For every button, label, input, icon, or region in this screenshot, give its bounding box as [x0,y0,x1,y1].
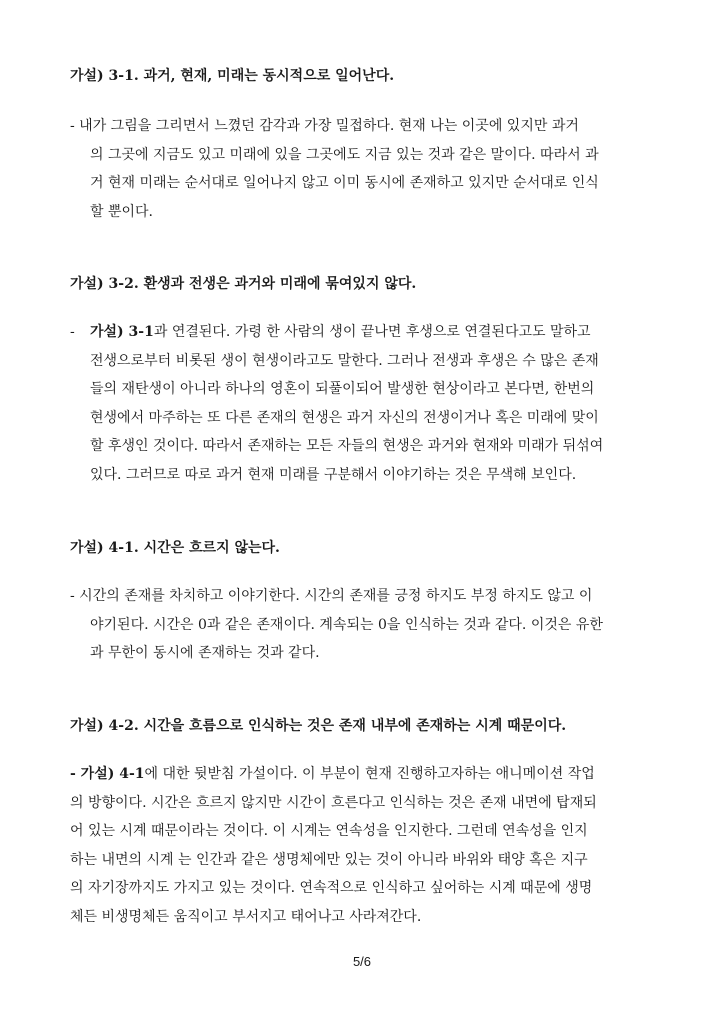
body-line-first [70,318,670,347]
body-line: 과 무한이 동시에 존재하는 것과 같다. [90,645,320,662]
page-number: 5/6 [352,954,372,969]
body-line: 전생으로부터 비롯된 생이 현생이라고도 말한다. 그러나 전생과 후생은 수 많은 존재 [90,352,599,369]
body-line: 할 후생인 것이다. 따라서 존재하는 모든 자들의 현생은 과거와 현재와 미래가 뒤섞여 [90,438,604,455]
bold-reference: 가설) 3-1 [90,324,154,340]
section-hypothesis-4-2 [70,716,670,932]
body-line: 야기된다. 시간은 0과 같은 존재이다. 계속되는 0을 인식하는 것과 같다. 이것은 유한 [90,616,603,633]
body-line: - 시간의 존재를 차치하고 이야기한다. 시간의 존재를 긍정 하지도 부정 하지도 않고 이 [70,588,593,604]
section-body [70,760,670,932]
body-line: 할 뿐이다. [90,203,153,220]
body-line: 거 현재 미래는 순서대로 일어나지 않고 이미 동시에 존재하고 있지만 순서대로 인식 [90,175,599,192]
bold-reference: - 가설) 4-1 [70,766,145,782]
section-hypothesis-3-2 [70,274,670,490]
body-line: 의 방향이다. 시간은 흐르지 않지만 시간이 흐른다고 인식하는 것은 존재 내면에 탑재되 [70,794,597,811]
body-line: - 내가 그림을 그리면서 느꼈던 감각과 가장 밀접하다. 현재 나는 이곳에 있지만 과거 [70,118,579,134]
dash-marker: - [70,324,75,340]
section-heading: 가설) 3-2. 환생과 전생은 과거와 미래에 묶여있지 않다. [70,276,417,292]
body-text: 에 대한 뒷받침 가설이다. 이 부분이 현재 진행하고자하는 애니메이션 작업 [144,766,595,782]
body-line: 의 자기장까지도 가지고 있는 것이다. 연속적으로 인식하고 싶어하는 시계 때문에 생명 [70,880,593,897]
body-line: 의 그곳에 지금도 있고 미래에 있을 그곳에도 지금 있는 것과 같은 말이다. 따라서 과 [90,146,599,163]
section-heading: 가설) 4-1. 시간은 흐르지 않는다. [70,540,280,556]
body-line: 들의 재탄생이 아니라 하나의 영혼이 되풀이되어 발생한 현상이라고 본다면, 한번의 [90,381,595,398]
section-hypothesis-3-1 [70,66,670,226]
section-hypothesis-4-1 [70,538,670,668]
section-heading: 가설) 4-2. 시간을 흐름으로 인식하는 것은 존재 내부에 존재하는 시계 때문이다. [70,718,567,734]
body-line: 체든 비생명체든 움직이고 부서지고 태어나고 사라져간다. [70,908,422,925]
section-heading: 가설) 3-1. 과거, 현재, 미래는 동시적으로 일어난다. [70,68,395,84]
section-body [70,582,670,668]
section-body [70,112,670,226]
body-line-first [70,760,670,789]
body-line: 있다. 그러므로 따로 과거 현재 미래를 구분해서 이야기하는 것은 무색해 보인다. [90,466,577,483]
body-line: 하는 내면의 시계 는 인간과 같은 생명체에만 있는 것이 아니라 바위와 태양 혹은 지구 [70,851,588,868]
body-line: 어 있는 시계 때문이라는 것이다. 이 시계는 연속성을 인지한다. 그런데 연속성을 인지 [70,823,588,840]
body-text: 과 연결된다. 가령 한 사람의 생이 끝나면 후생으로 연결된다고도 말하고 [153,324,591,340]
body-line: 현생에서 마주하는 또 다른 존재의 현생은 과거 자신의 전생이거나 혹은 미래에 맞이 [90,409,599,426]
section-body [70,318,670,490]
